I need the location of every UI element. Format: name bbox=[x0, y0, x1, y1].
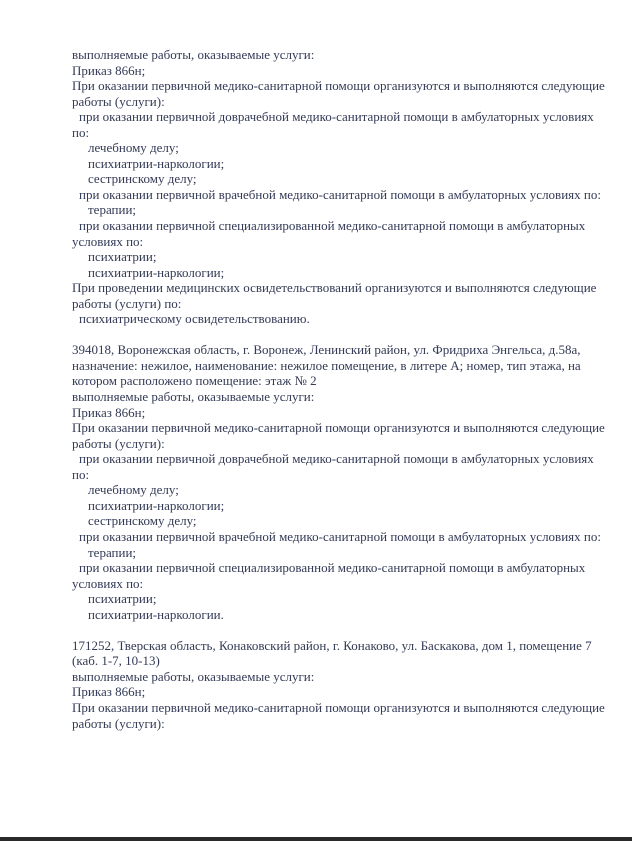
text-line: психиатрическому освидетельствованию. bbox=[79, 311, 310, 327]
text-line: при оказании первичной врачебной медико-санитарной помощи в амбулаторных условиях по: bbox=[79, 528, 601, 544]
text-line: при оказании первичной специализированной медико-санитарной помощи в амбулаторных bbox=[79, 560, 586, 576]
text-line: работы (услуги): bbox=[72, 435, 165, 451]
text-line: При оказании первичной медико-санитарной помощи организуются и выполняются следующие bbox=[72, 78, 605, 94]
text-line: выполняемые работы, оказываемые услуги: bbox=[72, 47, 315, 62]
text-line: терапии; bbox=[88, 202, 137, 218]
blank-line bbox=[72, 327, 620, 343]
text-line: назначение: нежилое, наименование: нежилое помещение, в литере А; номер, тип этажа, на bbox=[72, 357, 581, 373]
text-line: лечебному делу; bbox=[88, 482, 179, 498]
text-line: условиях по: bbox=[72, 575, 144, 591]
text-line: сестринскому делу; bbox=[88, 171, 197, 187]
text-line: работы (услуги): bbox=[72, 715, 165, 731]
text-line: психиатрии; bbox=[88, 591, 157, 607]
text-line: при оказании первичной доврачебной медико-санитарной помощи в амбулаторных условиях bbox=[79, 109, 594, 125]
text-line: выполняемые работы, оказываемые услуги: bbox=[72, 668, 315, 684]
viewport-bottom-edge bbox=[0, 837, 632, 841]
text-line: работы (услуги) по: bbox=[72, 295, 182, 311]
text-line: психиатрии-наркологии; bbox=[88, 155, 225, 171]
text-line: при оказании первичной специализированной медико-санитарной помощи в амбулаторных bbox=[79, 218, 586, 234]
text-line: котором расположено помещение: этаж № 2 bbox=[72, 373, 317, 389]
text-line: 171252, Тверская область, Конаковский район, г. Конаково, ул. Баскакова, дом 1, помещение 7 bbox=[72, 637, 592, 653]
text-line: Приказ 866н; bbox=[72, 684, 146, 700]
text-line: Приказ 866н; bbox=[72, 62, 146, 78]
text-line: психиатрии-наркологии; bbox=[88, 497, 225, 513]
text-line: терапии; bbox=[88, 544, 137, 560]
text-line: Приказ 866н; bbox=[72, 404, 146, 420]
text-line: выполняемые работы, оказываемые услуги: bbox=[72, 389, 315, 405]
text-line: по: bbox=[72, 466, 90, 482]
blank-line bbox=[72, 622, 620, 638]
text-line: работы (услуги): bbox=[72, 93, 165, 109]
text-line: психиатрии-наркологии. bbox=[88, 606, 224, 622]
text-line: (каб. 1-7, 10-13) bbox=[72, 653, 160, 669]
text-line: психиатрии; bbox=[88, 249, 157, 265]
text-line: психиатрии-наркологии; bbox=[88, 264, 225, 280]
document-lines bbox=[72, 47, 620, 731]
text-line: При проведении медицинских освидетельствований организуются и выполняются следующие bbox=[72, 280, 597, 296]
text-line: условиях по: bbox=[72, 233, 144, 249]
text-line: сестринскому делу; bbox=[88, 513, 197, 529]
text-line: При оказании первичной медико-санитарной помощи организуются и выполняются следующие bbox=[72, 699, 605, 715]
text-line: 394018, Воронежская область, г. Воронеж, Ленинский район, ул. Фридриха Энгельса, д.58а, bbox=[72, 342, 581, 358]
text-line: при оказании первичной врачебной медико-санитарной помощи в амбулаторных условиях по: bbox=[79, 186, 601, 202]
text-line: по: bbox=[72, 124, 90, 140]
text-line: лечебному делу; bbox=[88, 140, 179, 156]
text-line: При оказании первичной медико-санитарной помощи организуются и выполняются следующие bbox=[72, 420, 605, 436]
text-line: при оказании первичной доврачебной медико-санитарной помощи в амбулаторных условиях bbox=[79, 451, 594, 467]
